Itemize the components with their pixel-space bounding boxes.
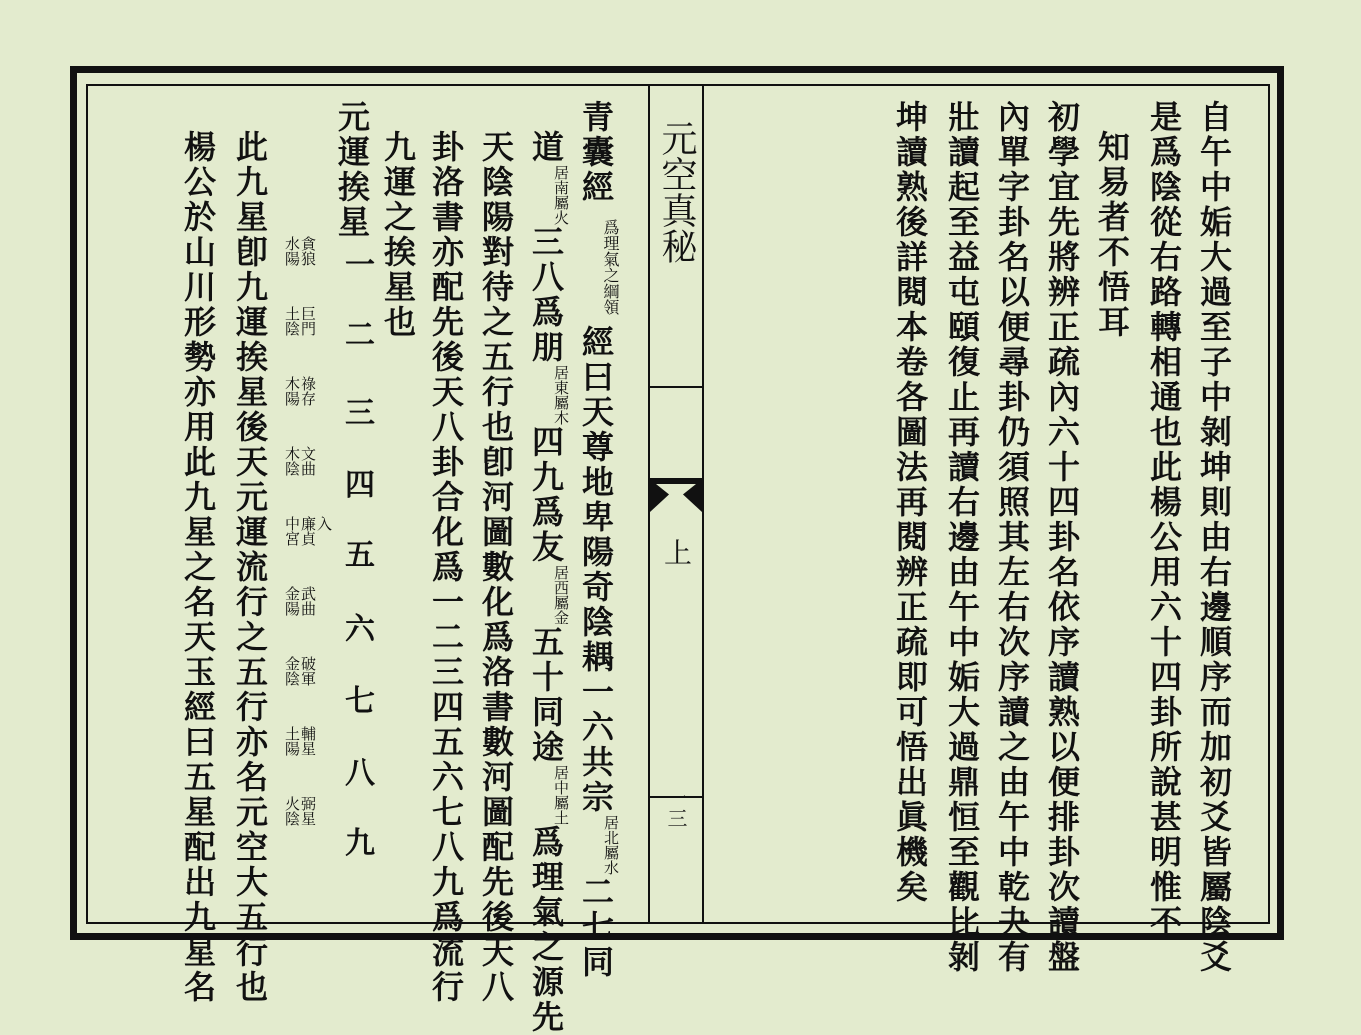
text-column: 此九星卽九運挨星後天元運流行之五行亦名元空大五行也	[231, 130, 269, 1005]
star-name: 廉貞	[299, 516, 317, 546]
spine-divider-bottom	[650, 796, 702, 798]
star-name: 武曲	[299, 586, 317, 616]
yuanyun-number: 六	[345, 612, 375, 647]
annotation: 居南屬火	[552, 165, 570, 225]
text-column: 卦洛書亦配先後天八卦合化爲一二三四五六七八九爲流行	[427, 130, 465, 1005]
text-column: 九運之挨星也	[379, 130, 417, 340]
spine-divider-top	[650, 386, 702, 388]
yuanyun-number: 二	[345, 318, 375, 353]
text-column: 自午中姤大過至子中剝坤則由右邊順序而加初爻皆屬陰爻	[1195, 100, 1233, 975]
text-run: 三八爲朋	[527, 225, 565, 365]
text-run: 經曰天尊地卑陽奇陰耦一六共宗	[577, 325, 615, 815]
spine	[648, 86, 704, 922]
text-run: 五十同途	[527, 625, 565, 765]
star-attribute: 木陰	[283, 446, 301, 476]
yuanyun-number: 三	[345, 396, 375, 431]
star-name: 文曲	[299, 446, 317, 476]
text-run: 道	[527, 130, 565, 165]
annotation: 居東屬木	[552, 365, 570, 425]
star-attribute: 水陽	[283, 236, 301, 266]
yuanyun-number: 七	[345, 684, 375, 719]
star-attribute: 土陰	[283, 306, 301, 336]
text-column: 楊公於山川形勢亦用此九星之名天玉經曰五星配出九星名	[179, 130, 217, 1005]
fishtail-mark-icon	[650, 478, 702, 514]
star-name: 弼星	[299, 796, 317, 826]
star-attribute: 金陰	[283, 656, 301, 686]
star-name: 輔星	[299, 726, 317, 756]
text-column: 壯讀起至益屯頤復止再讀右邊由午中姤大過鼎恒至觀比剝	[943, 100, 981, 975]
title-note: 爲理氣之綱領	[601, 219, 620, 315]
annotation: 居西屬金	[552, 565, 570, 625]
star-name: 巨門	[299, 306, 317, 336]
text-column: 天陰陽對待之五行也卽河圖數化爲洛書數河圖配先後天八	[477, 130, 515, 1005]
yuanyun-label: 元運挨星	[333, 100, 371, 240]
star-attribute: 金陽	[283, 586, 301, 616]
text-run: 爲理氣之源先	[527, 825, 565, 1035]
text-column: 坤讀熟後詳閱本卷各圖法再閱辨正疏即可悟出眞機矣	[891, 100, 929, 905]
star-attribute: 木陽	[283, 376, 301, 406]
star-extra: 入	[315, 516, 333, 531]
annotation: 居中屬土	[552, 765, 570, 825]
yuanyun-number: 九	[345, 826, 375, 861]
page-number: 一三	[664, 788, 688, 828]
text-column: 初學宜先將辨正疏內六十四卦名依序讀熟以便排卦次讀盤	[1043, 100, 1081, 975]
volume-label: 上	[660, 538, 693, 566]
yuanyun-number: 四	[345, 468, 375, 503]
book-title: 元空真秘	[656, 120, 697, 264]
text-run: 四九爲友	[527, 425, 565, 565]
star-attribute: 土陽	[283, 726, 301, 756]
qingnang-column	[574, 100, 618, 980]
text-run: 二七同	[577, 875, 615, 980]
section-title: 青囊經	[577, 100, 615, 205]
text-column: 內單字卦名以便尋卦仍須照其左右次序讀之由午中乾夬有	[993, 100, 1031, 975]
yuanyun-number: 八	[345, 756, 375, 791]
star-name: 破軍	[299, 656, 317, 686]
text-column: 是爲陰從右路轉相通也此楊公用六十四卦所說甚明惟不	[1145, 100, 1183, 940]
star-name: 祿存	[299, 376, 317, 406]
star-attribute: 中宮	[283, 516, 301, 546]
yuanyun-number: 五	[345, 538, 375, 573]
star-attribute: 火陰	[283, 796, 301, 826]
star-name: 貪狼	[299, 236, 317, 266]
text-column	[524, 130, 568, 1035]
annotation: 居北屬水	[602, 815, 620, 875]
yuanyun-number: 一	[345, 248, 375, 283]
yuanyun-numbers	[340, 210, 380, 930]
text-column: 知易者不悟耳	[1093, 130, 1131, 340]
